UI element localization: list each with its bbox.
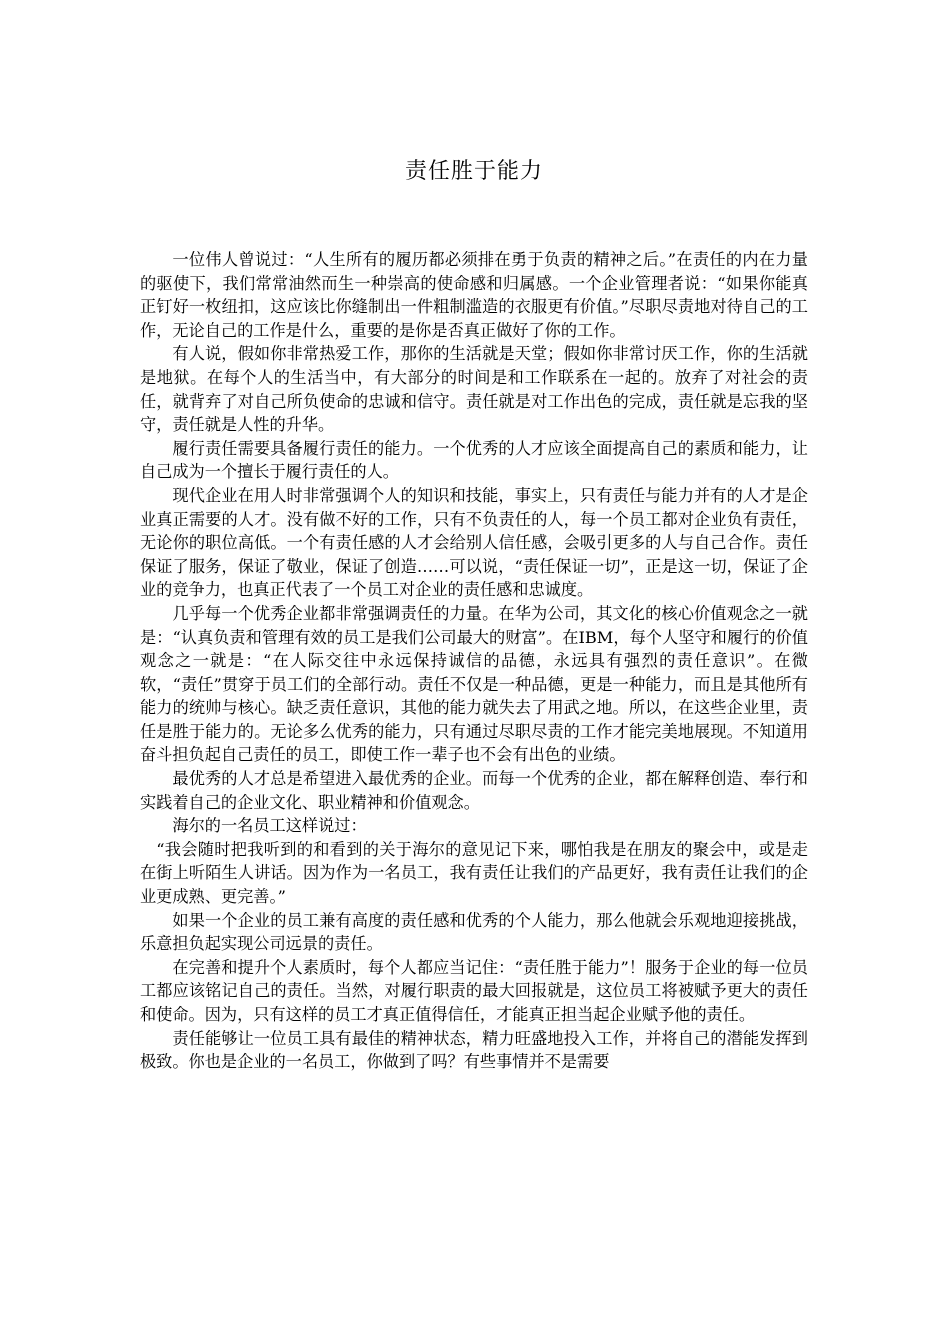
document-body [140,248,808,1074]
paragraph-6: 最优秀的人才总是希望进入最优秀的企业。而每一个优秀的企业，都在解释创造、奉行和实践着自己的企业文化、职业精神和价值观念。 [140,769,808,812]
document-page [140,0,808,1344]
document-title: 责任胜于能力 [404,159,543,184]
paragraph-9: 如果一个企业的员工兼有高度的责任感和优秀的个人能力，那么他就会乐观地迎接挑战，乐意担负起实现公司远景的责任。 [140,910,808,954]
paragraph-10: 在完善和提升个人素质时，每个人都应当记住：“责任胜于能力”！服务于企业的每一位员工都应该铭记自己的责任。当然，对履行职责的最大回报就是，这位员工将被赋予更大的责任和使命。因为，只有这样的员工才真正值得信任，才能真正担当起企业赋予他的责任。 [140,957,808,1024]
paragraph-4: 现代企业在用人时非常强调个人的知识和技能，事实上，只有责任与能力并有的人才是企业真正需要的人才。没有做不好的工作，只有不负责任的人，每一个员工都对企业负有责任，无论你的职位高低。一个有责任感的人才会给别人信任感，会吸引更多的人与自己合作。责任保证了服务，保证了敬业，保证了创造……可以说，“责任保证一切”，正是这一切，保证了企业的竞争力，也真正代表了一个员工对企业的责任感和忠诚度。 [140,485,808,600]
paragraph-7: 海尔的一名员工这样说过： [172,816,367,836]
paragraph-1: 一位伟人曾说过：“人生所有的履历都必须排在勇于负责的精神之后。”在责任的内在力量的驱使下，我们常常油然而生一种崇高的使命感和归属感。一个企业管理者说：“如果你能真正钉好一枚纽扣，这应该比你缝制出一件粗制滥造的衣服更有价值。”尽职尽责地对待自己的工作，无论自己的工作是什么，重要的是你是否真正做好了你的工作。 [140,250,808,340]
paragraph-8-quote: “我会随时把我听到的和看到的关于海尔的意见记下来，哪怕我是在朋友的聚会中，或是走在街上听陌生人讲话。因为作为一名员工，我有责任让我们的产品更好，我有责任让我们的企业更成熟、更完善。” [140,839,808,907]
paragraph-2: 有人说，假如你非常热爱工作，那你的生活就是天堂；假如你非常讨厌工作，你的生活就是地狱。在每个人的生活当中，有大部分的时间是和工作联系在一起的。放弃了对社会的责任，就背弃了对自己所负使命的忠诚和信守。责任就是对工作出色的完成，责任就是忘我的坚守，责任就是人性的升华。 [140,344,808,435]
paragraph-3: 履行责任需要具备履行责任的能力。一个优秀的人才应该全面提高自己的素质和能力，让自己成为一个擅长于履行责任的人。 [140,438,808,482]
paragraph-11: 责任能够让一位员工具有最佳的精神状态，精力旺盛地投入工作，并将自己的潜能发挥到极致。你也是企业的一名员工，你做到了吗？有些事情并不是需要 [140,1028,808,1072]
paragraph-5: 几乎每一个优秀企业都非常强调责任的力量。在华为公司，其文化的核心价值观念之一就是：“认真负责和管理有效的员工是我们公司最大的财富”。在IBM，每个人坚守和履行的价值观念之一就是：“在人际交往中永远保持诚信的品德，永远具有强烈的责任意识”。在微软，“责任”贯穿于员工们的全部行动。责任不仅是一种品德，更是一种能力，而且是其他所有能力的统帅与核心。缺乏责任意识，其他的能力就失去了用武之地。所以，在这些企业里，责任是胜于能力的。无论多么优秀的能力，只有通过尽职尽责的工作才能完美地展现。不知道用奋斗担负起自己责任的员工，即使工作一辈子也不会有出色的业绩。 [140,603,808,765]
